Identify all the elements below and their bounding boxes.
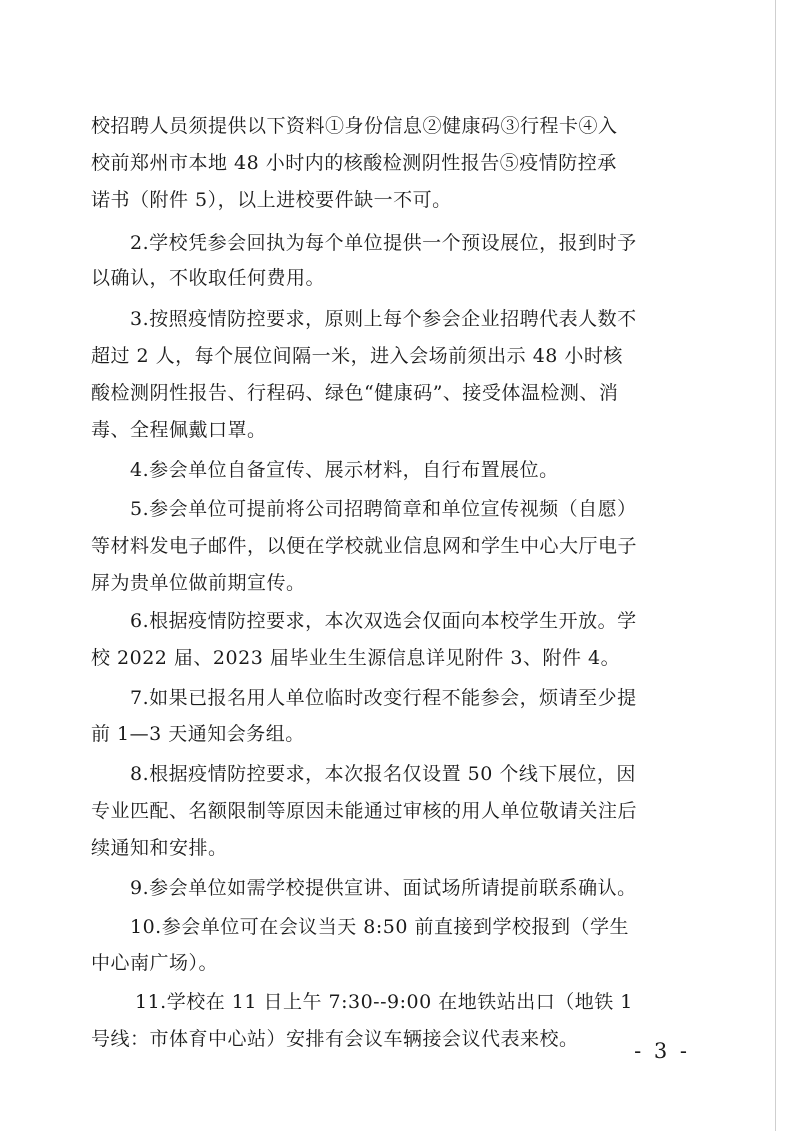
text-line: 9.参会单位如需学校提供宣讲、面试场所请提前联系确认。 xyxy=(130,877,637,899)
text-line: 毒、全程佩戴口罩。 xyxy=(91,419,267,441)
text-line: 3.按照疫情防控要求，原则上每个参会企业招聘代表人数不 xyxy=(130,308,637,330)
text-line: 7.如果已报名用人单位临时改变行程不能参会，烦请至少提 xyxy=(130,687,637,709)
text-line: 5.参会单位可提前将公司招聘简章和单位宣传视频（自愿） xyxy=(130,498,637,520)
text-line: 校 2022 届、2023 届毕业生生源信息详见附件 3、附件 4。 xyxy=(91,647,621,669)
text-line: 以确认，不收取任何费用。 xyxy=(91,267,326,289)
text-line: 号线：市体育中心站）安排有会议车辆接会议代表来校。 xyxy=(91,1028,579,1050)
text-line: 前 1—3 天通知会务组。 xyxy=(91,723,305,745)
text-line: 续通知和安排。 xyxy=(91,837,228,859)
text-line: 8.根据疫情防控要求，本次报名仅设置 50 个线下展位，因 xyxy=(130,763,636,785)
text-line: 屏为贵单位做前期宣传。 xyxy=(91,572,306,594)
text-line: 4.参会单位自备宣传、展示材料，自行布置展位。 xyxy=(130,459,559,481)
page-number: - 3 - xyxy=(634,1039,690,1063)
text-line: 6.根据疫情防控要求，本次双选会仅面向本校学生开放。学 xyxy=(130,610,637,632)
text-line: 超过 2 人，每个展位间隔一米，进入会场前须出示 48 小时核 xyxy=(91,345,623,367)
text-line: 2.学校凭参会回执为每个单位提供一个预设展位，报到时予 xyxy=(130,232,637,254)
text-line: 校招聘人员须提供以下资料①身份信息②健康码③行程卡④入 xyxy=(91,115,618,137)
text-line: 10.参会单位可在会议当天 8:50 前直接到学校报到（学生 xyxy=(130,916,629,938)
text-line: 11.学校在 11 日上午 7:30--9:00 在地铁站出口（地铁 1 xyxy=(135,991,633,1013)
text-line: 诺书（附件 5），以上进校要件缺一不可。 xyxy=(91,189,452,211)
text-line: 校前郑州市本地 48 小时内的核酸检测阴性报告⑤疫情防控承 xyxy=(91,152,617,174)
text-line: 等材料发电子邮件，以便在学校就业信息网和学生中心大厅电子 xyxy=(91,535,638,557)
text-line: 中心南广场）。 xyxy=(91,952,219,974)
text-line: 专业匹配、名额限制等原因未能通过审核的用人单位敬请关注后 xyxy=(91,800,638,822)
text-line: 酸检测阴性报告、行程码、绿色“健康码”、接受体温检测、消 xyxy=(91,382,619,404)
